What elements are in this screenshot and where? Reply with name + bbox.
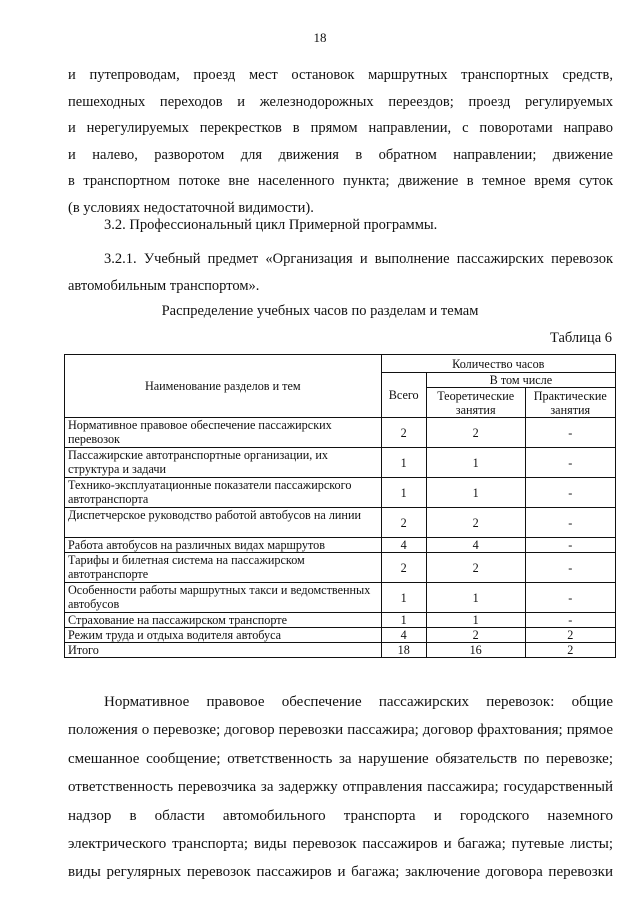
table-row — [65, 508, 616, 538]
row-total: 1 — [381, 583, 426, 613]
table-row — [65, 613, 616, 628]
table-number: Таблица 6 — [549, 330, 612, 346]
text-line: Нормативное правовое обеспечение пассажирских перевозок: общие — [104, 694, 613, 710]
row-theory: 2 — [426, 508, 525, 538]
table-row — [65, 418, 616, 448]
hours-table — [64, 354, 616, 658]
row-theory: 16 — [426, 643, 525, 658]
text-line: положения о перевозке; договор перевозки пассажира; договор фрахтования; прямое — [68, 722, 613, 739]
table-row — [65, 553, 616, 583]
row-practice: 2 — [525, 628, 616, 643]
header-including: В том числе — [426, 373, 615, 388]
text-line: 3.2.1. Учебный предмет «Организация и выполнение пассажирских перевозок — [104, 251, 613, 267]
row-total: 1 — [381, 478, 426, 508]
text-line: (в условиях недостаточной видимости). — [68, 199, 314, 216]
row-total: 2 — [381, 508, 426, 538]
row-total: 4 — [381, 538, 426, 553]
row-name: Особенности работы маршрутных такси и ведомственных автобусов — [65, 583, 382, 613]
row-practice: - — [525, 478, 616, 508]
table-row — [65, 448, 616, 478]
header-count: Количество часов — [381, 355, 615, 373]
row-theory: 1 — [426, 613, 525, 628]
text-line: автомобильным транспортом». — [68, 277, 260, 294]
table-row — [65, 538, 616, 553]
row-name: Режим труда и отдыха водителя автобуса — [65, 628, 382, 643]
section-heading-3-2: 3.2. Профессиональный цикл Примерной программы. — [104, 217, 438, 233]
row-name: Технико-эксплуатационные показатели пассажирского автотранспорта — [65, 478, 382, 508]
row-total: 18 — [381, 643, 426, 658]
paragraph-legal-basis — [68, 688, 613, 887]
row-practice: - — [525, 583, 616, 613]
row-practice: - — [525, 508, 616, 538]
table-row — [65, 478, 616, 508]
text-line: и нерегулируемых перекрестков в прямом направлении, с поворотами направо — [68, 120, 613, 137]
row-practice: 2 — [525, 643, 616, 658]
table-body — [65, 418, 616, 658]
row-total: 4 — [381, 628, 426, 643]
header-theory: Теоретические занятия — [426, 388, 525, 418]
text-line: ответственность перевозчика за задержку отправления пассажира; государственный — [68, 779, 613, 796]
row-theory: 1 — [426, 448, 525, 478]
row-practice: - — [525, 613, 616, 628]
row-theory: 1 — [426, 583, 525, 613]
text-line: в транспортном потоке вне населенного пункта; движение в темное время суток — [68, 173, 613, 190]
text-line: и налево, разворотом для движения в обратном направлении; движение — [68, 146, 613, 163]
row-name: Работа автобусов на различных видах маршрутов — [65, 538, 382, 553]
text-line: надзор в области автомобильного транспорта и городского наземного — [68, 807, 613, 824]
text-line: смешанное сообщение; ответственность за нарушение обязательств по перевозке; — [68, 750, 613, 767]
paragraph-driving-exercises — [68, 62, 613, 222]
section-heading-3-2-1 — [68, 246, 613, 299]
header-name: Наименование разделов и тем — [65, 355, 382, 418]
header-total: Всего — [381, 373, 426, 418]
row-total: 2 — [381, 418, 426, 448]
row-name: Страхование на пассажирском транспорте — [65, 613, 382, 628]
row-practice: - — [525, 553, 616, 583]
row-theory: 2 — [426, 628, 525, 643]
row-practice: - — [525, 538, 616, 553]
row-practice: - — [525, 418, 616, 448]
row-theory: 2 — [426, 553, 525, 583]
row-name: Диспетчерское руководство работой автобусов на линии — [65, 508, 382, 538]
text-line: пешеходных переходов и железнодорожных переездов; проезд регулируемых — [68, 93, 613, 110]
row-practice: - — [525, 448, 616, 478]
text-line: виды регулярных перевозок пассажиров и багажа; заключение договора перевозки — [68, 864, 613, 881]
table-caption: Распределение учебных часов по разделам и темам — [161, 303, 479, 319]
row-total: 1 — [381, 448, 426, 478]
page-number: 18 — [313, 30, 327, 45]
row-name: Пассажирские автотранспортные организации, их структура и задачи — [65, 448, 382, 478]
table-row — [65, 583, 616, 613]
table-row — [65, 628, 616, 643]
table-total-row — [65, 643, 616, 658]
header-practice: Практические занятия — [525, 388, 616, 418]
row-total: 1 — [381, 613, 426, 628]
row-theory: 4 — [426, 538, 525, 553]
row-total: 2 — [381, 553, 426, 583]
text-line: электрического транспорта; виды перевозок пассажиров и багажа; путевые листы; — [68, 836, 613, 853]
text-line: и путепроводам, проезд мест остановок маршрутных транспортных средств, — [68, 67, 613, 83]
row-theory: 1 — [426, 478, 525, 508]
row-name: Тарифы и билетная система на пассажирском автотранспорте — [65, 553, 382, 583]
row-theory: 2 — [426, 418, 525, 448]
row-name: Нормативное правовое обеспечение пассажирских перевозок — [65, 418, 382, 448]
row-name: Итого — [65, 643, 382, 658]
